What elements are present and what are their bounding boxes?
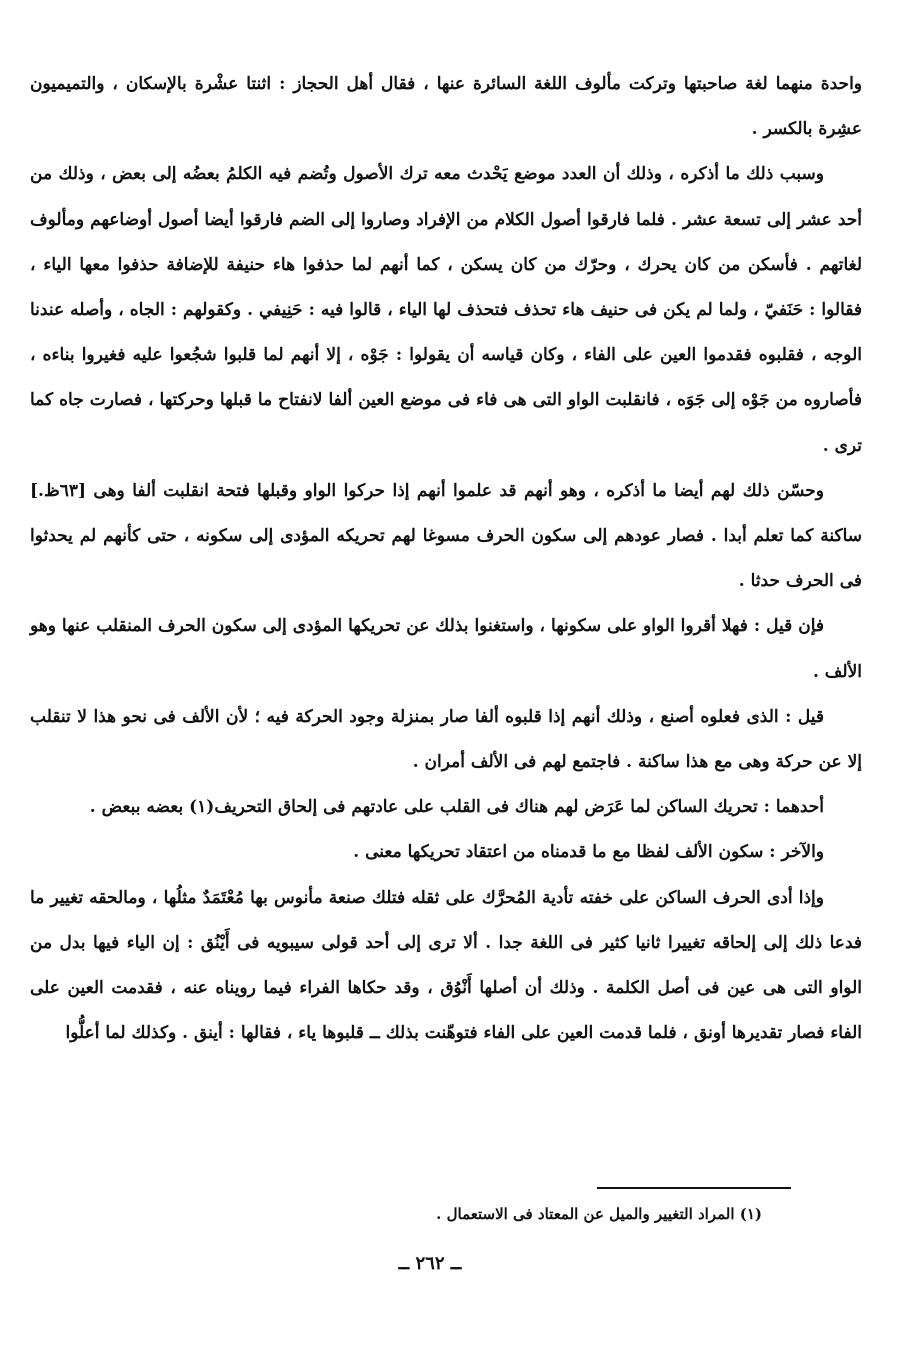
paragraph-4: فإن قيل : فهلا أقروا الواو على سكونها ، واستغنوا بذلك عن تحريكها المؤدى إلى سكون الحرف المنقلب عنها وهو الألف .	[30, 616, 862, 682]
paragraph-7: والآخر : سكون الألف لفظا مع ما قدمناه من اعتقاد تحريكها معنى .	[353, 842, 824, 863]
page-number: ــ ٢٦٢ ــ	[398, 1253, 462, 1274]
paragraph-5: قيل : الذى فعلوه أصنع ، وذلك أنهم إذا قلبوه ألفا صار بمنزلة وجود الحركة فيه ؛ لأن الألف فى نحو هذا لا تنقلب إلا عن حركة وهى مع هذا ساكنة . فاجتمع لهم فى الألف أمران .	[30, 706, 862, 773]
main-text	[30, 62, 862, 1056]
paragraph-6: أحدهما : تحريك الساكن لما عَرَض لهم هناك فى القلب على عادتهم فى إلحاق التحريف(١) بعضه ببعض .	[89, 797, 824, 818]
footnote: (١) المراد التغيير والميل عن المعتاد فى الاستعمال .	[436, 1205, 762, 1223]
paragraph-2: وسبب ذلك ما أذكره ، وذلك أن العدد موضع يَحْدث معه ترك الأصول وتُضم فيه الكلمُ بعضُه إلى بعض ، وذلك من أحد عشر إلى تسعة عشر . فلما فارقوا أصول الكلام من الإفراد وصاروا إلى الضم فارقوا أيضا أصول أوضاعهم ومألوف لغاتهم . فأسكن من كان يحرك ، وحرّك من كان يسكن ، كما أنهم لما حذفوا هاء حنيفة للإضافة حذفوا معها الياء ، فقالوا : حَنَفيّ ، ولما لم يكن فى حنيف هاء تحذف فتحذف لها الياء ، قالوا فيه : حَنِيفي . وكقولهم : الجاه ، وأصله عندنا الوجه ، فقلبوه فقدموا العين على الفاء ، وكان قياسه أن يقولوا : جَوْه ، إلا أنهم لما قلبوا شجُعوا عليه فغيروا بناءه ، فأصاروه من جَوْه إلى جَوَه ، فانقلبت الواو التى هى فاء فى موضع العين ألفا لانفتاح ما قبلها وحركتها ، فصارت جاه كما ترى .	[30, 164, 862, 456]
paragraph-1: واحدة منهما لغة صاحبتها وتركت مألوف اللغة السائرة عنها ، فقال أهل الحجاز : اثنتا عشْرة بالإسكان ، والتميميون عشِرة بالكسر .	[30, 74, 862, 140]
paragraph-8: وإذا أدى الحرف الساكن على خفته تأدية المُحرَّك على ثقله فتلك صنعة مأنوس بها مُعْتَمَدٌ مثلُها ، ومالحقه تغيير ما فدعا ذلك إلى إلحاقه تغييرا ثانيا كثير فى اللغة جدا . ألا ترى إلى أحد قولى سيبويه فى أَيْنُق : إن الياء فيها بدل من الواو التى هى عين فى أصل الكلمة . وذلك أن أصلها أَنْوُق ، وقد حكاها الفراء فيما رويناه عنه ، فقدمت العين على الفاء فصار تقديرها أونق ، فلما قدمت العين على الفاء فتوهّنت بذلك ــ قلبوها ياء ، فقالها : أينق . وكذلك لما أعلُّوا	[30, 887, 862, 1044]
paragraph-3: وحسّن ذلك لهم أيضا ما أذكره ، وهو أنهم قد علموا أنهم إذا حركوا الواو وقبلها فتحة انقلبت ألفا وهى [٦٣ظ.] ساكنة كما تعلم أبدا . فصار عودهم إلى سكون الحرف مسوغا لهم تحريكه المؤدى إلى سكونه ، حتى كأنهم لم يحدثوا فى الحرف حدثا .	[30, 480, 862, 592]
footnote-divider	[597, 1187, 791, 1189]
